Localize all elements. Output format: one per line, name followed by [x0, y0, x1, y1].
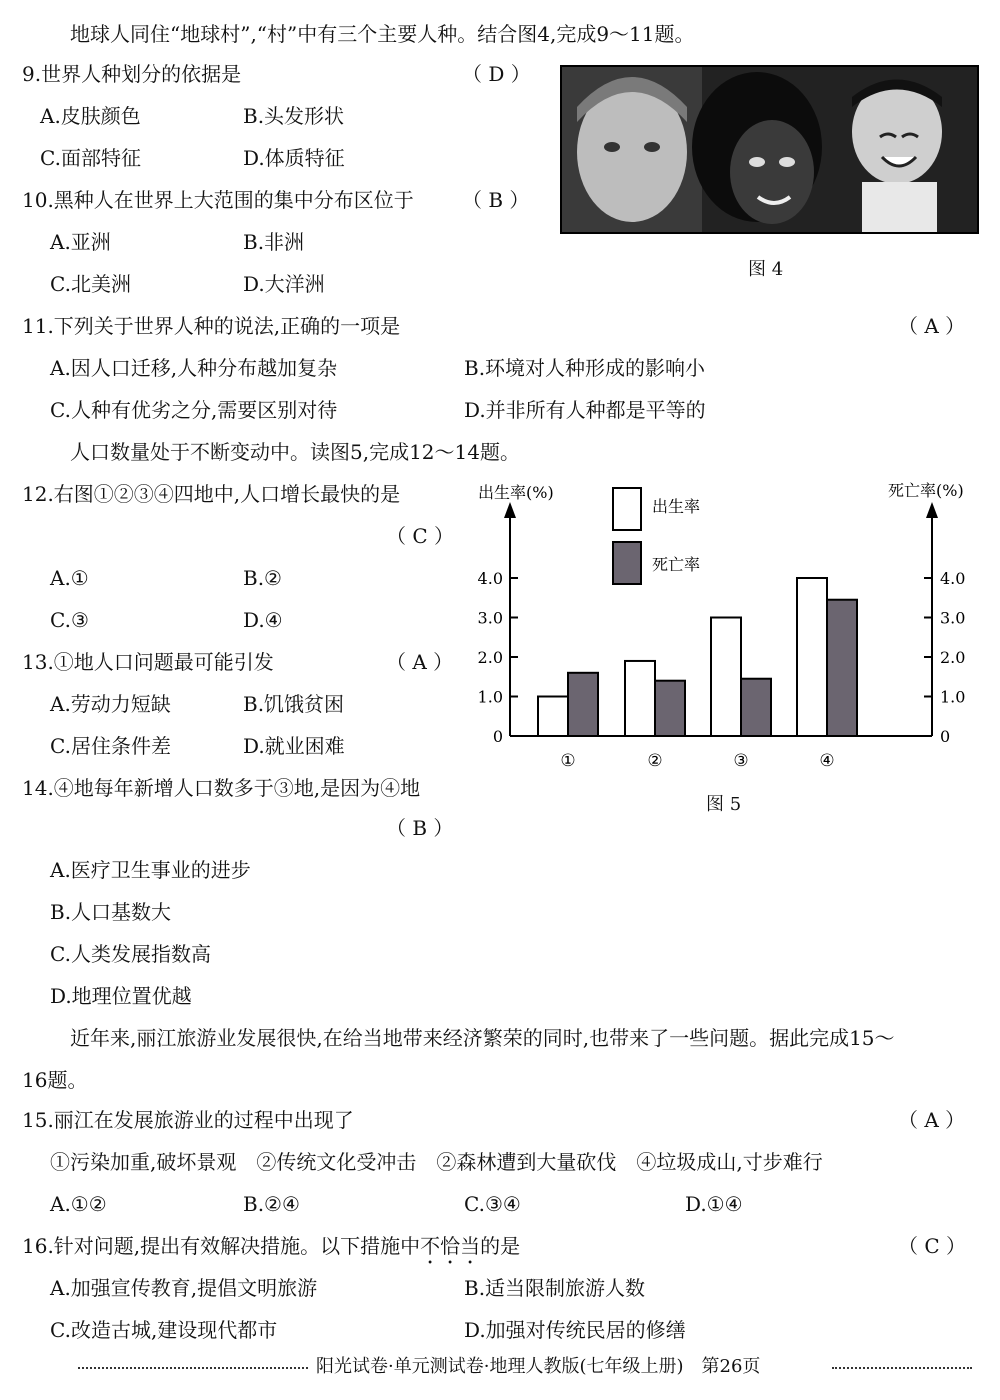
q10-option-b: B.非洲 — [243, 230, 305, 254]
legend-swatch-birth — [613, 488, 641, 530]
q15-option-d: D.①④ — [685, 1192, 743, 1216]
q13-option-c: C.居住条件差 — [50, 734, 171, 758]
figure-5-chart — [470, 478, 990, 778]
y-tick-label-left: 2.0 — [477, 648, 503, 667]
figure-4-caption: 图 4 — [748, 259, 784, 280]
y-tick-label-left: 0 — [492, 727, 503, 746]
y-axis-label-left: 出生率(%) — [478, 483, 554, 502]
q14-option-a: A.医疗卫生事业的进步 — [50, 858, 251, 882]
q9-answer: （ D ） — [462, 62, 531, 86]
x-category-label: ④ — [819, 751, 835, 771]
q10-answer: （ B ） — [462, 188, 530, 212]
q13-stem: 13.①地人口问题最可能引发 — [22, 650, 274, 674]
q11-option-d: D.并非所有人种都是平等的 — [464, 398, 706, 422]
q15-answer: （ A ） — [898, 1108, 966, 1132]
x-category-label: ② — [647, 751, 663, 771]
q12-answer: （ C ） — [386, 524, 455, 548]
q9-option-c: C.面部特征 — [40, 146, 141, 170]
q15-option-b: B.②④ — [243, 1192, 300, 1216]
q14-stem: 14.④地每年新增人口数多于③地,是因为④地 — [22, 776, 421, 800]
q12-option-a: A.① — [50, 566, 89, 590]
q12-option-c: C.③ — [50, 608, 89, 632]
y-tick-label-left: 4.0 — [477, 569, 503, 588]
q15-stem: 15.丽江在发展旅游业的过程中出现了 — [22, 1108, 354, 1132]
q13-option-d: D.就业困难 — [243, 734, 345, 758]
figure-5-caption: 图 5 — [706, 794, 742, 815]
q10-option-d: D.大洋洲 — [243, 272, 325, 296]
bar-birth-rate — [538, 697, 568, 737]
intro-passage-1: 地球人同住“地球村”,“村”中有三个主要人种。结合图4,完成9～11题。 — [70, 22, 695, 46]
intro-passage-3-line2: 16题。 — [22, 1068, 88, 1092]
q12-option-b: B.② — [243, 566, 282, 590]
q15-option-c: C.③④ — [464, 1192, 521, 1216]
q15-option-a: A.①② — [50, 1192, 107, 1216]
q14-option-c: C.人类发展指数高 — [50, 942, 211, 966]
bar-birth-rate — [711, 618, 741, 737]
q11-answer: （ A ） — [898, 314, 966, 338]
figure-5-chart-svg — [470, 478, 990, 778]
legend-swatch-death — [613, 542, 641, 584]
q16-option-a: A.加强宣传教育,提倡文明旅游 — [50, 1276, 318, 1300]
q16-stem-emphasis: 不恰当 — [420, 1234, 481, 1258]
footer-text: 阳光试卷·单元测试卷·地理人教版(七年级上册) 第26页 — [316, 1356, 761, 1377]
bar-death-rate — [827, 600, 857, 736]
footer-divider-left — [78, 1367, 308, 1369]
q9-option-a: A.皮肤颜色 — [40, 104, 141, 128]
y-tick-label-right: 1.0 — [940, 687, 966, 707]
intro-passage-3-line1: 近年来,丽江旅游业发展很快,在给当地带来经济繁荣的同时,也带来了一些问题。据此完成15～ — [70, 1026, 895, 1050]
figure-4-photo — [560, 65, 979, 234]
y-tick-label-right: 3.0 — [940, 608, 966, 628]
q11-option-c: C.人种有优劣之分,需要区别对待 — [50, 398, 338, 422]
y-tick-label-right: 0 — [940, 727, 951, 746]
q10-stem: 10.黑种人在世界上大范围的集中分布区位于 — [22, 188, 414, 212]
q14-option-d: D.地理位置优越 — [50, 984, 192, 1008]
page-footer — [0, 1355, 1000, 1385]
q16-stem — [22, 1234, 520, 1269]
footer-divider-right — [832, 1367, 972, 1369]
x-category-label: ③ — [733, 751, 749, 771]
q10-option-a: A.亚洲 — [50, 230, 111, 254]
bar-death-rate — [655, 681, 685, 736]
q16-option-b: B.适当限制旅游人数 — [464, 1276, 646, 1300]
q16-answer: （ C ） — [898, 1234, 967, 1258]
q16-option-c: C.改造古城,建设现代都市 — [50, 1318, 278, 1342]
q12-stem: 12.右图①②③④四地中,人口增长最快的是 — [22, 482, 401, 506]
q13-option-a: A.劳动力短缺 — [50, 692, 171, 716]
bar-death-rate — [741, 679, 771, 736]
legend-label-death: 死亡率 — [652, 555, 701, 574]
y-tick-label-right: 4.0 — [940, 569, 966, 588]
q14-option-b: B.人口基数大 — [50, 900, 172, 924]
q9-option-b: B.头发形状 — [243, 104, 345, 128]
q11-option-b: B.环境对人种形成的影响小 — [464, 356, 706, 380]
q14-answer: （ B ） — [386, 816, 454, 840]
q11-option-a: A.因人口迁移,人种分布越加复杂 — [50, 356, 338, 380]
y-axis-label-right: 死亡率(%) — [888, 481, 964, 500]
y-tick-label-left: 3.0 — [477, 608, 503, 628]
q13-answer: （ A ） — [386, 650, 454, 674]
bar-death-rate — [568, 673, 598, 736]
q9-stem: 9.世界人种划分的依据是 — [22, 62, 242, 86]
bar-birth-rate — [625, 661, 655, 736]
q9-option-d: D.体质特征 — [243, 146, 345, 170]
q16-stem-part3: 的是 — [480, 1234, 521, 1258]
q15-statements: ①污染加重,破坏景观 ②传统文化受冲击 ②森林遭到大量砍伐 ④垃圾成山,寸步难行 — [50, 1150, 823, 1174]
q16-option-d: D.加强对传统民居的修缮 — [464, 1318, 686, 1342]
x-category-label: ① — [560, 751, 576, 771]
q10-option-c: C.北美洲 — [50, 272, 131, 296]
intro-passage-2: 人口数量处于不断变动中。读图5,完成12～14题。 — [70, 440, 520, 464]
legend-label-birth: 出生率 — [652, 497, 701, 516]
q12-option-d: D.④ — [243, 608, 283, 632]
y-tick-label-left: 1.0 — [477, 687, 503, 707]
bar-birth-rate — [797, 578, 827, 736]
q16-stem-part1: 16.针对问题,提出有效解决措施。以下措施中 — [22, 1234, 421, 1258]
q11-stem: 11.下列关于世界人种的说法,正确的一项是 — [22, 314, 401, 338]
y-tick-label-right: 2.0 — [940, 648, 966, 667]
q13-option-b: B.饥饿贫困 — [243, 692, 345, 716]
